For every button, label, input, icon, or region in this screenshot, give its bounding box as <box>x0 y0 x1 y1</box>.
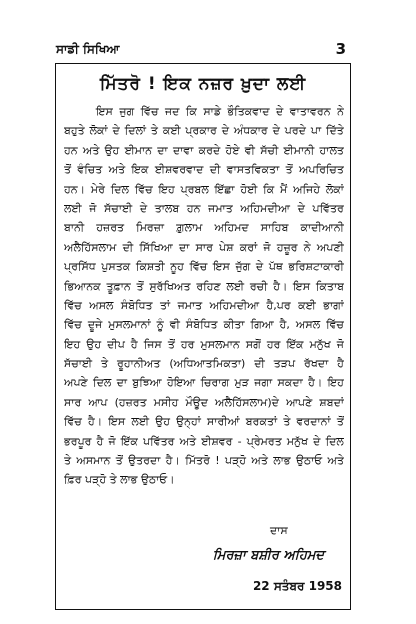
text-line: ਵਿੱਚ ਅਸਲ ਸੰਬੋਧਿਤ ਤਾਂ ਜਮਾਤ ਅਹਿਮਦੀਆ ਹੈ,ਪਰ ਕਈ ਭਾਗਾਂ <box>64 298 344 312</box>
text-line: ਭਿਆਨਕ ਤੂਫ਼ਾਨ ਤੋਂ ਸੁਰੱਖਿਅਤ ਰਹਿਣ ਲਈ ਰਚੀ ਹੈ। ਇਸ ਕਿਤਾਬ <box>64 279 344 293</box>
text-line: ਭਰਪੂਰ ਹੈ ਜੋ ਇੱਕ ਪਵਿੱਤਰ ਅਤੇ ਈਸ਼ਵਰ - ਪ੍ਰੇਮਰਤ ਮਨੁੱਖ ਦੇ ਦਿਲ <box>64 434 344 448</box>
text-line: ਬਹੁਤੇ ਲੋਕਾਂ ਦੇ ਦਿਲਾਂ ਤੇ ਕਈ ਪ੍ਰਕਾਰ ਦੇ ਅੰਧਕਾਰ ਦੇ ਪਰਦੇ ਪਾ ਦਿੱਤੇ <box>64 124 344 138</box>
text-line: ਸੱਚਾਈ ਤੇ ਰੂਹਾਨੀਅਤ (ਅਧਿਆਤਮਿਕਤਾ) ਦੀ ਤੜਪ ਰੱਖਦਾ ਹੈ <box>64 357 344 371</box>
author-signature: ਮਿਰਜ਼ਾ ਬਸ਼ੀਰ ਅਹਿਮਦ <box>212 548 324 563</box>
text-line: ਲਈ ਜੋ ਸੱਚਾਈ ਦੇ ਤਾਲਬ ਹਨ ਜਮਾਤ ਅਹਿਮਦੀਆ ਦੇ ਪਵਿੱਤਰ <box>64 201 344 215</box>
text-line: ਵਿੱਚ ਦੂਜੇ ਮੁਸਲਮਾਨਾਂ ਨੂੰ ਵੀ ਸੰਬੋਧਿਤ ਕੀਤਾ ਗਿਆ ਹੈ, ਅਸਲ ਵਿੱਚ <box>64 318 344 332</box>
text-line: ਤੇ ਅਸਮਾਨ ਤੋਂ ਉਤਰਦਾ ਹੈ। ਮਿੱਤਰੋ ! ਪੜ੍ਹੋ ਅਤੇ ਲਾਭ ਉਠਾਓ ਅਤੇ <box>64 454 344 468</box>
text-line: ਇਸ ਜੁਗ ਵਿੱਚ ਜਦ ਕਿ ਸਾਡੇ ਭੌਤਿਕਵਾਦ ਦੇ ਵਾਤਾਵਰਨ ਨੇ <box>96 105 344 118</box>
article-body <box>64 102 344 490</box>
text-line: ਸਾਰ ਆਪ (ਹਜ਼ਰਤ ਮਸੀਹ ਮੌਊਦ ਅਲੈਹਿੱਸਲਾਮ)ਦੇ ਆਪਣੇ ਸ਼ਬਦਾਂ <box>64 395 344 409</box>
text-line: ਇਹ ਉਹ ਦੀਪ ਹੈ ਜਿਸ ਤੋਂ ਹਰ ਮੁਸਲਮਾਨ ਸਗੋਂ ਹਰ ਇੱਕ ਮਨੁੱਖ ਜੋ <box>64 337 344 351</box>
article-heading: ਮਿੱਤਰੋ ! ਇਕ ਨਜ਼ਰ ਖ਼ੁਦਾ ਲਈ <box>99 74 307 94</box>
text-line: ਤੋਂ ਵੰਚਿਤ ਅਤੇ ਇਕ ਈਸ਼ਵਰਵਾਦ ਦੀ ਵਾਸਤਵਿਕਤਾ ਤੋਂ ਅਪਰਿਚਿਤ <box>64 163 344 177</box>
text-line: ਹਨ ਅਤੇ ਉਹ ਈਮਾਨ ਦਾ ਦਾਵਾ ਕਰਦੇ ਹੋਏ ਵੀ ਸੱਚੀ ਈਮਾਨੀ ਹਾਲਤ <box>64 143 344 157</box>
text-line: ਅਪਣੇ ਦਿਲ ਦਾ ਬੁਝਿਆ ਹੋਇਆ ਚਿਰਾਗ ਮੁੜ ਜਗਾ ਸਕਦਾ ਹੈ। ਇਹ <box>64 376 344 390</box>
running-title: ਸਾਡੀ ਸਿਖਿਆ <box>56 42 120 56</box>
text-line: ਬਾਨੀ ਹਜ਼ਰਤ ਮਿਰਜ਼ਾ ਗ਼ੁਲਾਮ ਅਹਿਮਦ ਸਾਹਿਬ ਕਾਦੀਆਨੀ <box>64 221 344 235</box>
text-line: ਹਨ। ਮੇਰੇ ਦਿਲ ਵਿੱਚ ਇਹ ਪ੍ਰਬਲ ਇੱਛਾ ਹੋਈ ਕਿ ਮੈਂ ਅਜਿਹੇ ਲੋਕਾਂ <box>64 182 344 196</box>
text-line: ਫ਼ਿਰ ਪੜ੍ਹੋ ਤੇ ਲਾਭ ਉਠਾਓ। <box>64 473 175 487</box>
text-line: ਪ੍ਰਸਿੱਧ ਪੁਸਤਕ ਕਿਸ਼ਤੀ ਨੂਹ ਵਿੱਚ ਇਸ ਜੁੱਗ ਦੇ ਪੱਥ ਭਰਿਸ਼ਟਾਕਾਰੀ <box>64 260 344 274</box>
closing-word: ਦਾਸ <box>270 524 288 537</box>
text-line: ਅਲੈਹਿੱਸਲਾਮ ਦੀ ਸਿੱਖਿਆ ਦਾ ਸਾਰ ਪੇਸ਼ ਕਰਾਂ ਜੋ ਹਜ਼ੂਰ ਨੇ ਅਪਣੀ <box>64 240 344 254</box>
text-line: ਵਿੱਚ ਹੈ। ਇਸ ਲਈ ਉਹ ਉਨ੍ਹਾਂ ਸਾਰੀਆਂ ਬਰਕਤਾਂ ਤੇ ਵਰਦਾਨਾਂ ਤੋਂ <box>64 415 344 429</box>
page-header <box>56 40 346 62</box>
bordered-article-frame <box>55 63 351 610</box>
page-number: 3 <box>335 40 346 58</box>
article-date: 22 ਸਤੰਬਰ 1958 <box>252 579 342 593</box>
